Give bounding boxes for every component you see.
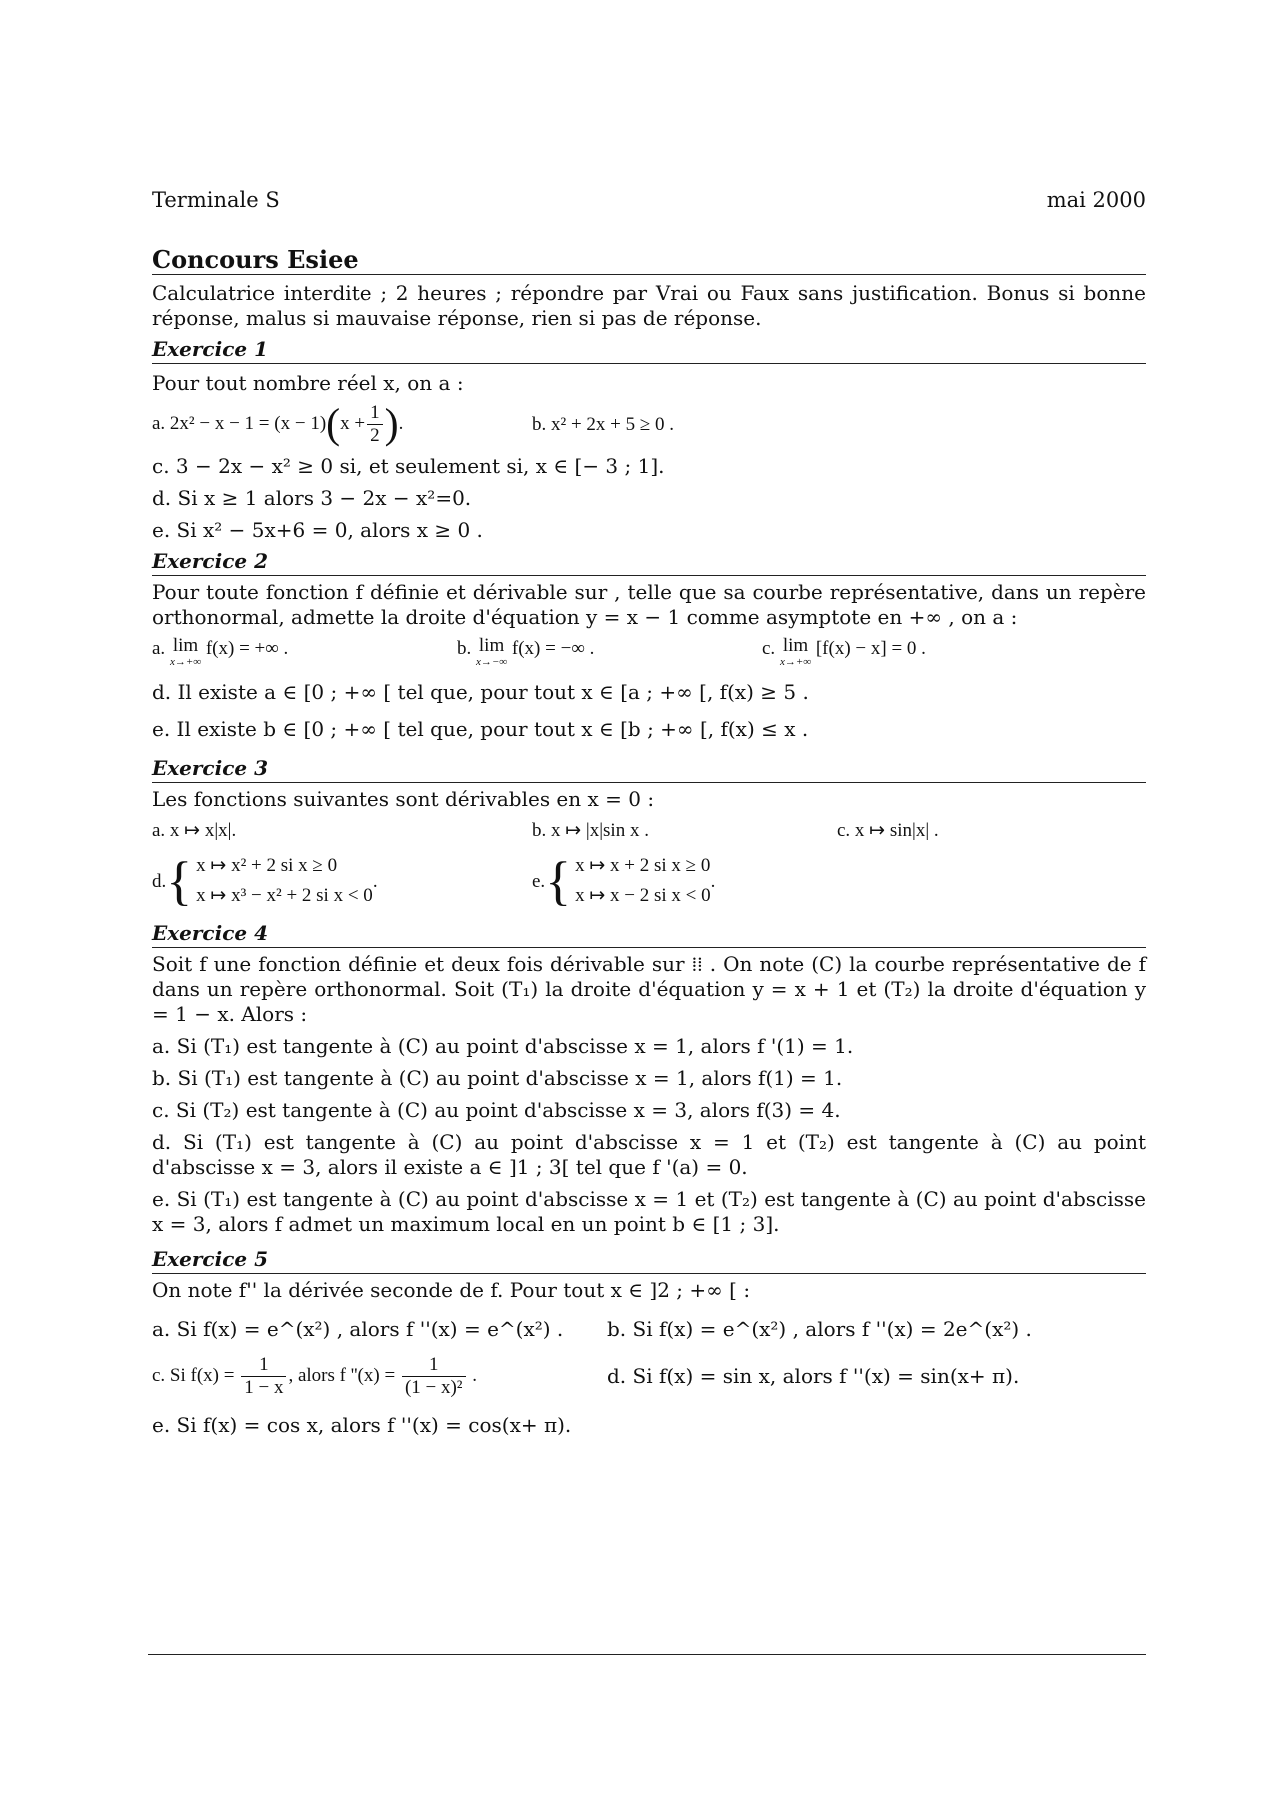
- document-title: Concours Esiee: [152, 247, 1146, 275]
- exercise-2-title: Exercice 2: [152, 549, 1146, 576]
- exercise-3-item-b: b. x ↦ |x|sin x .: [532, 820, 649, 841]
- ex2-b-label: b.: [457, 638, 472, 659]
- ex2-c-label: c.: [762, 638, 776, 659]
- exercise-5-item-b: b. Si f(x) = e^(x²) , alors f ''(x) = 2e^(x²) .: [607, 1317, 1032, 1341]
- exercise-3-item-e: [532, 851, 715, 911]
- exercise-4-title: Exercice 4: [152, 921, 1146, 948]
- exercise-5-item-c: [152, 1354, 607, 1399]
- exercise-4-item-b: b. Si (T₁) est tangente à (C) au point d'abscisse x = 1, alors f(1) = 1.: [152, 1066, 843, 1090]
- exercise-3-item-a: a. x ↦ x|x|.: [152, 820, 237, 841]
- ex3-e-line2: x ↦ x − 2 si x < 0: [575, 885, 711, 906]
- left-brace-icon: {: [166, 851, 193, 911]
- ex5-c-den1: 1 − x: [244, 1377, 284, 1398]
- exercise-1-item-b: b. x² + 2x + 5 ≥ 0 .: [532, 414, 675, 435]
- ex5-c-fraction-1: [241, 1354, 286, 1399]
- exercise-4-item-d: d. Si (T₁) est tangente à (C) au point d'abscisse x = 1 et (T₂) est tangente à (C) au point d'abscisse x = 3, alors il existe a ∈ ]1 ; 3[ tel que f '(a) = 0.: [152, 1130, 1146, 1179]
- ex5-c-mid: , alors f ''(x) =: [288, 1364, 396, 1386]
- ex2-a-label: a.: [152, 638, 166, 659]
- ex2-b-lim: lim: [478, 635, 505, 656]
- ex2-c-rest: [f(x) − x] = 0 .: [815, 638, 926, 659]
- exercise-1-item-a: a. 2x² − x − 1 = (x − 1)(x + $\frac{1}{2}$ ).: [152, 401, 404, 448]
- exercise-2-item-d: d. Il existe a ∈ [0 ; +∞ [ tel que, pour tout x ∈ [a ; +∞ [, f(x) ≥ 5 .: [152, 680, 809, 704]
- exercise-3-item-d: [152, 851, 532, 911]
- ex5-c-post: .: [472, 1364, 478, 1386]
- exercise-1-stem: Pour tout nombre réel x, on a :: [152, 371, 464, 395]
- header-class: Terminale S: [152, 188, 280, 212]
- exercise-2-row-abc: [152, 636, 1146, 668]
- exercise-5-row-ab: [152, 1317, 1146, 1342]
- exercise-1-item-d: d. Si x ≥ 1 alors 3 − 2x − x²=0.: [152, 486, 472, 510]
- ex3-d-label: d.: [152, 870, 167, 892]
- ex2-b-limit: [476, 636, 507, 668]
- ex2-a-rest: f(x) = +∞ .: [205, 638, 289, 659]
- exercise-4-stem: Soit f une fonction définie et deux fois dérivable sur ⁞⁞ . On note (C) la courbe représentative de f dans un repère orthonormal. Soit (T₁) la droite d'équation y = x + 1 et (T₂) la droite d'équation y = 1 − x. Alors :: [152, 952, 1146, 1026]
- ex1-a-num: 1: [367, 402, 383, 425]
- exercise-3-row-abc: [152, 818, 1146, 843]
- ex5-c-num2: 1: [402, 1354, 466, 1377]
- exercise-5-title: Exercice 5: [152, 1247, 1146, 1274]
- ex2-c-lim: lim: [782, 635, 809, 656]
- intro-text: Calculatrice interdite ; 2 heures ; répondre par Vrai ou Faux sans justification. Bonus si bonne réponse, malus si mauvaise réponse, rien si pas de réponse.: [152, 281, 1146, 330]
- ex2-b-rest: f(x) = −∞ .: [511, 638, 595, 659]
- exercise-4-item-c: c. Si (T₂) est tangente à (C) au point d'abscisse x = 3, alors f(3) = 4.: [152, 1098, 841, 1122]
- ex2-c-limit: [780, 636, 811, 668]
- ex1-a-fraction: [367, 402, 383, 447]
- ex3-e-label: e.: [532, 870, 546, 892]
- exercise-4-item-a: a. Si (T₁) est tangente à (C) au point d'abscisse x = 1, alors f '(1) = 1.: [152, 1034, 854, 1058]
- ex2-b-sub: x→−∞: [476, 656, 508, 668]
- page-header: [152, 188, 1146, 213]
- ex1-a-in: x +: [340, 412, 366, 434]
- ex3-d-end: .: [372, 870, 378, 892]
- exercise-2-item-c: [762, 636, 926, 668]
- ex2-a-limit: [170, 636, 201, 668]
- ex1-a-post: .: [398, 412, 404, 434]
- ex3-e-end: .: [710, 870, 716, 892]
- exercise-3-item-c: c. x ↦ sin|x| .: [837, 820, 939, 841]
- exercise-2-stem: Pour toute fonction f définie et dérivable sur , telle que sa courbe représentative, dans un repère orthonormal, admette la droite d'équation y = x − 1 comme asymptote en +∞ , on a :: [152, 580, 1146, 629]
- exercise-5-row-cd: [152, 1354, 1146, 1399]
- exercise-3-title: Exercice 3: [152, 756, 1146, 783]
- exercise-1-title: Exercice 1: [152, 337, 1146, 364]
- ex2-c-sub: x→+∞: [779, 656, 812, 668]
- exercise-2-item-a: [152, 636, 457, 668]
- ex1-a-pre: a. 2x² − x − 1 = (x − 1): [152, 412, 327, 434]
- ex2-a-sub: x→+∞: [169, 656, 202, 668]
- ex5-c-fraction-2: [402, 1354, 466, 1399]
- exercise-1-row-ab: [152, 402, 1146, 447]
- ex1-a-den: 2: [370, 425, 380, 446]
- ex5-c-pre: c. Si f(x) =: [152, 1364, 235, 1386]
- ex3-d-line1: x ↦ x² + 2 si x ≥ 0: [196, 855, 338, 876]
- exercise-5-stem: On note f'' la dérivée seconde de f. Pour tout x ∈ ]2 ; +∞ [ :: [152, 1278, 751, 1302]
- exercise-1-item-e: e. Si x² − 5x+6 = 0, alors x ≥ 0 .: [152, 518, 483, 542]
- exercise-3-row-de: [152, 851, 1146, 911]
- exercise-2-item-b: [457, 636, 762, 668]
- ex5-c-num1: 1: [241, 1354, 286, 1377]
- exercise-1-item-c: c. 3 − 2x − x² ≥ 0 si, et seulement si, x ∈ [− 3 ; 1].: [152, 454, 665, 478]
- ex2-a-lim: lim: [172, 635, 199, 656]
- document-page: [152, 188, 1146, 1438]
- exercise-4-item-e: e. Si (T₁) est tangente à (C) au point d'abscisse x = 1 et (T₂) est tangente à (C) au point d'abscisse x = 3, alors f admet un maximum local en un point b ∈ [1 ; 3].: [152, 1187, 1146, 1236]
- ex3-d-line2: x ↦ x³ − x² + 2 si x < 0: [196, 885, 373, 906]
- exercise-5-item-d: d. Si f(x) = sin x, alors f ''(x) = sin(x+ π).: [607, 1364, 1020, 1388]
- left-brace-icon: {: [545, 851, 572, 911]
- footer-rule: [148, 1654, 1146, 1655]
- ex5-c-den2: (1 − x)²: [404, 1377, 463, 1398]
- exercise-3-stem: Les fonctions suivantes sont dérivables en x = 0 :: [152, 787, 655, 811]
- exercise-5-item-a: a. Si f(x) = e^(x²) , alors f ''(x) = e^(x²) .: [152, 1317, 564, 1341]
- exercise-2-item-e: e. Il existe b ∈ [0 ; +∞ [ tel que, pour tout x ∈ [b ; +∞ [, f(x) ≤ x .: [152, 717, 809, 741]
- exercise-5-item-e: e. Si f(x) = cos x, alors f ''(x) = cos(x+ π).: [152, 1413, 572, 1437]
- ex3-e-line1: x ↦ x + 2 si x ≥ 0: [575, 855, 711, 876]
- header-date: mai 2000: [1046, 188, 1146, 212]
